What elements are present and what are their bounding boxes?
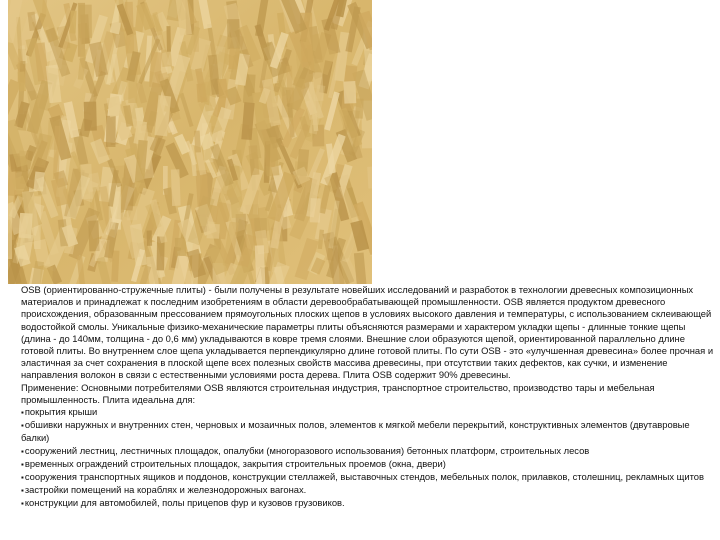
intro-paragraph: OSB (ориентированно-стружечные плиты) - были получены в результате новейших исследований и разработок в технологии древесных композиционных материалов и принадлежат к последним изобретениям в области деревообрабатывающей промышленности. OSB является продуктом древесного происхождения, образованным прессованием прямоугольных плоских щепов в условиях высокого давления и температуры, с использованием склеивающей водостойкой смолы. Уникальные физико-механические параметры плиты объясняются размерами и характером укладки щепы - длинные тонкие щепы (длина - до 140мм, толщина - до 0,6 мм) укладываются в ковре тремя слоями. Внешние слои образуются щепой, ориентированной параллельно длине готовой плиты. Во внутреннем слое щепа укладывается перпендикулярно длине готовой плиты. По сути OSB - это «улучшенная древесина» более прочная и эластичная за счет сохранения в плоской щепе всех полезных свойств массива древесины, при отсутствии таких дефектов, как сучки, и изменение направления волокон в связи с естественными условиями роста дерева. Плита OSB содержит 90% древесины. [21, 284, 714, 381]
list-item: ▪ конструкции для автомобилей, полы прицепов фур и кузовов грузовиков. [21, 497, 717, 510]
osb-board-image [8, 0, 372, 284]
wood-chip [106, 116, 116, 147]
wood-chip [175, 238, 186, 256]
wood-chip [286, 66, 293, 104]
application-paragraph: Применение: Основными потребителями OSB являются строительная индустрия, транспортное строительство, производство тары и мебельная промышленность. Плита идеальна для: [21, 381, 655, 405]
osb-description [21, 284, 717, 511]
wood-chip [78, 3, 85, 57]
wood-chip [8, 217, 12, 259]
list-item: ▪ застройки помещений на кораблях и железнодорожных вагонах. [21, 484, 717, 497]
wood-chip [343, 81, 356, 104]
wood-chip [166, 26, 170, 52]
list-item: ▪ временных ограждений строительных площадок, закрытия строительных проемов (окна, двери) [21, 458, 717, 471]
list-item: ▪ обшивки наружных и внутренних стен, черновых и мозаичных полов, элементов к мягкой мебели перекрытий, конструктивных элементов (двутавровые балки) [21, 419, 717, 444]
osb-board-texture-icon [8, 0, 372, 284]
wood-chip [171, 169, 181, 206]
list-item: ▪ покрытия крыши [21, 406, 717, 419]
wood-chip [40, 266, 53, 284]
list-item: ▪ сооружений лестниц, лестничных площадок, опалубки (многоразового использования) бетонных платформ, строительных лесов [21, 445, 717, 458]
wood-chip [161, 49, 172, 67]
wood-chip [147, 230, 153, 245]
wood-chip [207, 224, 220, 239]
list-item: ▪ сооружения транспортных ящиков и поддонов, конструкции стеллажей, выставочных стендов, мебельных полок, прилавков, столешниц, рекламных щитов [21, 471, 717, 484]
wood-chip [70, 10, 77, 33]
wood-chip [310, 198, 321, 222]
application-list [21, 406, 717, 511]
wood-chip [255, 245, 266, 284]
